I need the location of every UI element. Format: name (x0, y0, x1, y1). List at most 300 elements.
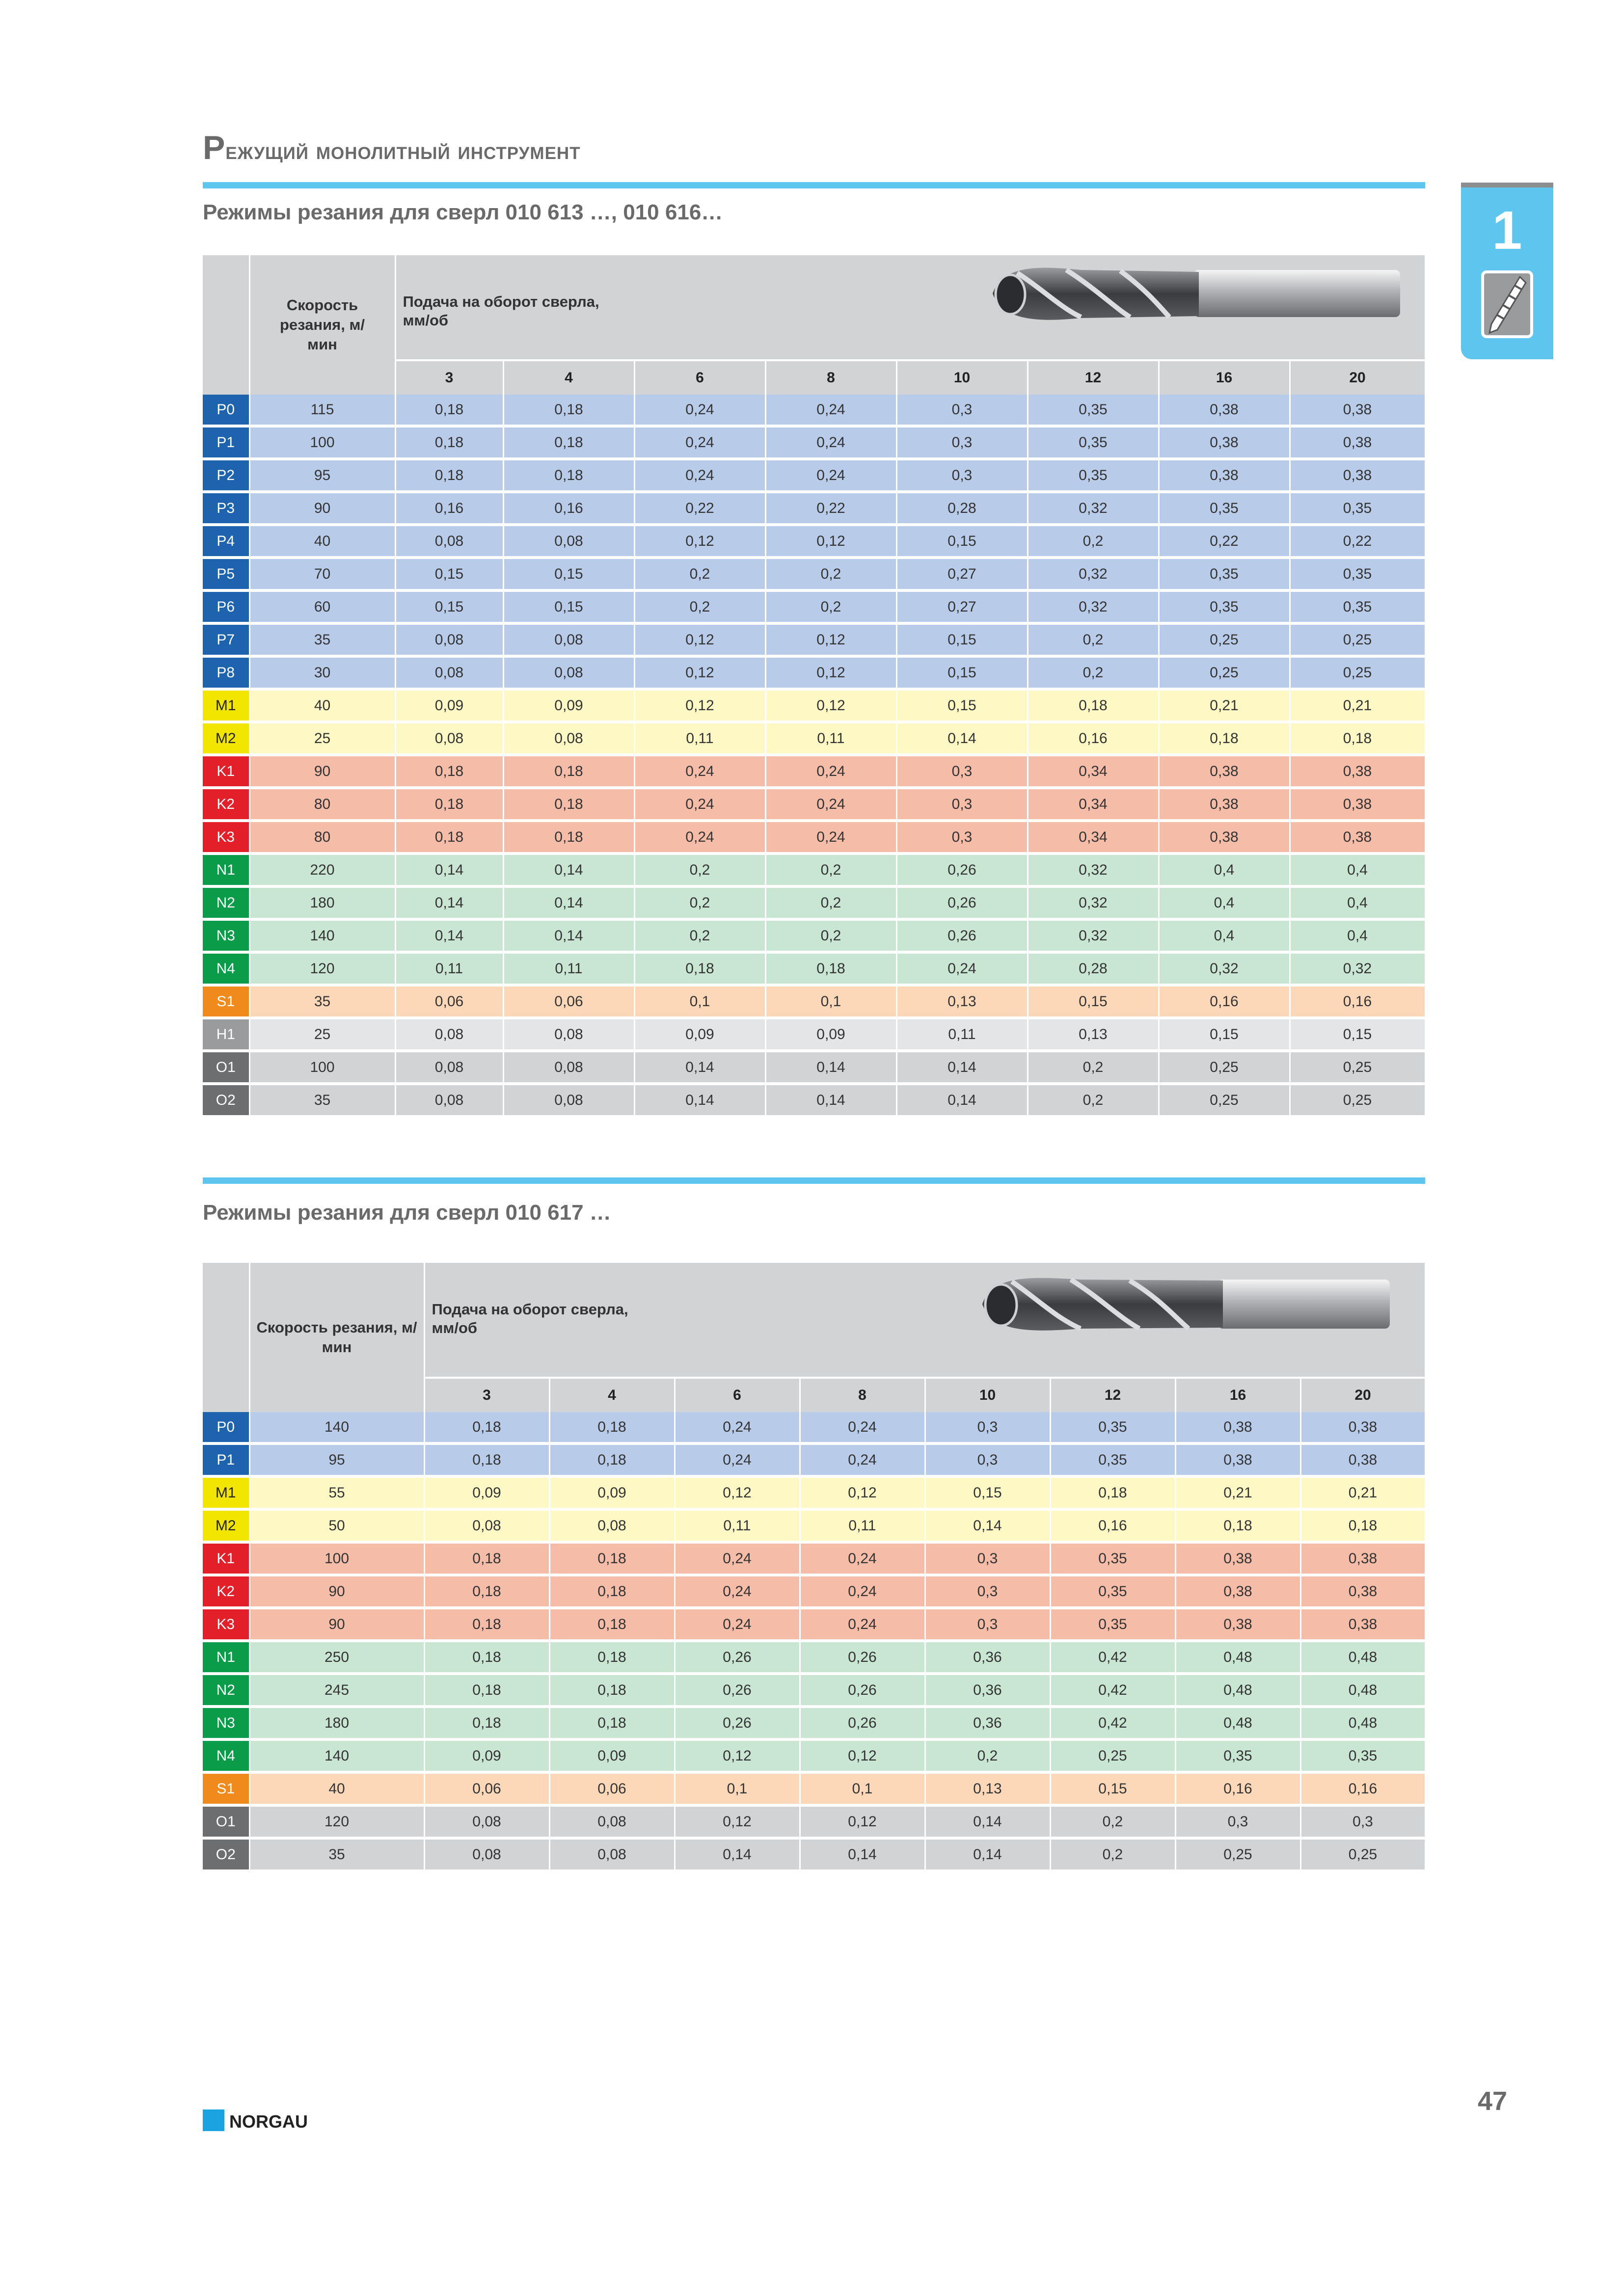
feed-cell: 0,14 (503, 886, 634, 919)
feed-cell: 0,18 (765, 952, 896, 985)
feed-cell: 0,24 (765, 821, 896, 854)
feed-cell: 0,15 (896, 623, 1028, 656)
feed-cell: 0,26 (896, 886, 1028, 919)
feed-cell: 0,12 (800, 1739, 925, 1772)
feed-cell: 0,35 (1050, 1542, 1175, 1575)
feed-cell: 0,32 (1028, 492, 1159, 525)
feed-cell: 0,15 (896, 525, 1028, 558)
feed-cell: 0,2 (634, 854, 765, 886)
feed-cell: 0,18 (1028, 689, 1159, 722)
material-code: P6 (203, 590, 249, 623)
feed-cell: 0,18 (549, 1707, 675, 1739)
table-row (203, 689, 1425, 722)
feed-cell: 0,08 (549, 1509, 675, 1542)
feed-cell: 0,12 (800, 1476, 925, 1509)
material-code: K3 (203, 821, 249, 854)
feed-cell: 0,18 (503, 755, 634, 788)
speed-cell: 30 (249, 656, 395, 689)
feed-cell: 0,26 (896, 919, 1028, 952)
drill-image (983, 259, 1405, 328)
feed-cell: 0,48 (1300, 1674, 1425, 1707)
feed-header: Подача на оборот сверла, мм/об (424, 1263, 1425, 1378)
speed-cell: 40 (249, 689, 395, 722)
speed-cell: 35 (249, 985, 395, 1018)
feed-cell: 0,2 (1028, 623, 1159, 656)
diameter-header: 8 (800, 1378, 925, 1412)
feed-cell: 0,24 (634, 788, 765, 821)
feed-cell: 0,24 (800, 1412, 925, 1443)
material-code: K3 (203, 1608, 249, 1641)
feed-cell: 0,32 (1159, 952, 1290, 985)
feed-cell: 0,21 (1175, 1476, 1300, 1509)
feed-cell: 0,38 (1159, 395, 1290, 426)
feed-cell: 0,2 (765, 854, 896, 886)
feed-cell: 0,35 (1159, 558, 1290, 590)
cutting-table-1 (203, 255, 1426, 1118)
feed-cell: 0,09 (395, 689, 503, 722)
material-code: N4 (203, 1739, 249, 1772)
feed-cell: 0,15 (1159, 1018, 1290, 1051)
feed-cell: 0,08 (503, 1051, 634, 1084)
feed-cell: 0,2 (765, 558, 896, 590)
speed-cell: 95 (249, 459, 395, 492)
feed-cell: 0,25 (1290, 623, 1425, 656)
feed-cell: 0,11 (765, 722, 896, 755)
feed-cell: 0,2 (1050, 1838, 1175, 1871)
feed-cell: 0,35 (1290, 492, 1425, 525)
speed-cell: 95 (249, 1443, 424, 1476)
feed-cell: 0,38 (1175, 1608, 1300, 1641)
feed-cell: 0,12 (634, 623, 765, 656)
feed-cell: 0,14 (800, 1838, 925, 1871)
feed-cell: 0,25 (1300, 1838, 1425, 1871)
feed-cell: 0,08 (395, 722, 503, 755)
feed-cell: 0,18 (424, 1608, 549, 1641)
diameter-header: 6 (634, 360, 765, 395)
diameter-header: 12 (1028, 360, 1159, 395)
feed-cell: 0,08 (424, 1805, 549, 1838)
material-code: N4 (203, 952, 249, 985)
feed-cell: 0,32 (1290, 952, 1425, 985)
material-code: P0 (203, 395, 249, 426)
table-row (203, 1805, 1425, 1838)
speed-cell: 100 (249, 1542, 424, 1575)
feed-cell: 0,36 (925, 1707, 1050, 1739)
table-row (203, 1443, 1425, 1476)
header-corner (203, 255, 249, 395)
feed-cell: 0,22 (1159, 525, 1290, 558)
feed-cell: 0,11 (800, 1509, 925, 1542)
feed-cell: 0,32 (1028, 886, 1159, 919)
feed-cell: 0,27 (896, 590, 1028, 623)
feed-cell: 0,38 (1290, 426, 1425, 459)
feed-cell: 0,2 (765, 919, 896, 952)
speed-cell: 80 (249, 788, 395, 821)
material-code: M1 (203, 689, 249, 722)
feed-cell: 0,38 (1300, 1443, 1425, 1476)
drill-image (973, 1267, 1395, 1340)
table-row (203, 755, 1425, 788)
feed-cell: 0,08 (503, 623, 634, 656)
feed-cell: 0,38 (1159, 426, 1290, 459)
feed-cell: 0,06 (424, 1772, 549, 1805)
material-code: K1 (203, 1542, 249, 1575)
table-row (203, 1838, 1425, 1871)
material-code: P1 (203, 1443, 249, 1476)
diameter-header: 10 (925, 1378, 1050, 1412)
speed-cell: 40 (249, 525, 395, 558)
feed-cell: 0,38 (1159, 755, 1290, 788)
speed-cell: 100 (249, 426, 395, 459)
feed-cell: 0,11 (395, 952, 503, 985)
feed-cell: 0,21 (1159, 689, 1290, 722)
feed-cell: 0,25 (1159, 1051, 1290, 1084)
feed-cell: 0,1 (765, 985, 896, 1018)
feed-cell: 0,14 (634, 1084, 765, 1117)
feed-cell: 0,35 (1028, 459, 1159, 492)
speed-cell: 90 (249, 492, 395, 525)
table-row (203, 426, 1425, 459)
feed-cell: 0,42 (1050, 1674, 1175, 1707)
feed-cell: 0,16 (1290, 985, 1425, 1018)
feed-cell: 0,25 (1050, 1739, 1175, 1772)
feed-cell: 0,24 (675, 1412, 800, 1443)
feed-cell: 0,08 (424, 1838, 549, 1871)
feed-cell: 0,3 (925, 1412, 1050, 1443)
feed-cell: 0,18 (424, 1575, 549, 1608)
feed-cell: 0,14 (765, 1051, 896, 1084)
feed-cell: 0,42 (1050, 1641, 1175, 1674)
material-code: O1 (203, 1805, 249, 1838)
table-row (203, 985, 1425, 1018)
feed-cell: 0,12 (634, 689, 765, 722)
speed-cell: 25 (249, 1018, 395, 1051)
feed-cell: 0,24 (675, 1443, 800, 1476)
feed-cell: 0,18 (424, 1641, 549, 1674)
feed-cell: 0,38 (1290, 459, 1425, 492)
feed-cell: 0,12 (800, 1805, 925, 1838)
feed-cell: 0,12 (634, 525, 765, 558)
feed-cell: 0,3 (1300, 1805, 1425, 1838)
feed-cell: 0,15 (395, 590, 503, 623)
feed-cell: 0,3 (925, 1575, 1050, 1608)
feed-cell: 0,3 (896, 459, 1028, 492)
table-row (203, 886, 1425, 919)
feed-cell: 0,08 (395, 1084, 503, 1117)
feed-cell: 0,38 (1290, 755, 1425, 788)
feed-cell: 0,14 (395, 854, 503, 886)
drill-icon (1481, 270, 1534, 339)
feed-cell: 0,38 (1159, 821, 1290, 854)
speed-cell: 120 (249, 1805, 424, 1838)
feed-cell: 0,3 (925, 1608, 1050, 1641)
feed-cell: 0,16 (503, 492, 634, 525)
feed-cell: 0,24 (800, 1608, 925, 1641)
feed-cell: 0,36 (925, 1674, 1050, 1707)
feed-cell: 0,25 (1159, 1084, 1290, 1117)
feed-cell: 0,18 (503, 395, 634, 426)
feed-cell: 0,34 (1028, 788, 1159, 821)
feed-cell: 0,24 (675, 1575, 800, 1608)
material-code: M2 (203, 1509, 249, 1542)
feed-cell: 0,2 (1028, 525, 1159, 558)
speed-cell: 25 (249, 722, 395, 755)
feed-cell: 0,15 (1290, 1018, 1425, 1051)
table-row (203, 788, 1425, 821)
table-row (203, 821, 1425, 854)
feed-cell: 0,15 (1028, 985, 1159, 1018)
feed-cell: 0,38 (1290, 821, 1425, 854)
feed-cell: 0,35 (1159, 590, 1290, 623)
feed-cell: 0,26 (800, 1674, 925, 1707)
feed-cell: 0,18 (395, 426, 503, 459)
table-row (203, 656, 1425, 689)
material-code: P5 (203, 558, 249, 590)
feed-cell: 0,34 (1028, 821, 1159, 854)
diameter-header: 3 (395, 360, 503, 395)
speed-cell: 60 (249, 590, 395, 623)
feed-cell: 0,38 (1175, 1542, 1300, 1575)
feed-cell: 0,18 (503, 821, 634, 854)
feed-cell: 0,11 (675, 1509, 800, 1542)
table-row (203, 395, 1425, 426)
table-row (203, 623, 1425, 656)
table-row (203, 1476, 1425, 1509)
feed-cell: 0,42 (1050, 1707, 1175, 1739)
feed-cell: 0,09 (424, 1476, 549, 1509)
feed-cell: 0,09 (549, 1476, 675, 1509)
feed-cell: 0,48 (1175, 1674, 1300, 1707)
material-code: N3 (203, 919, 249, 952)
feed-cell: 0,16 (1028, 722, 1159, 755)
feed-cell: 0,38 (1175, 1575, 1300, 1608)
feed-cell: 0,21 (1300, 1476, 1425, 1509)
table-row (203, 1018, 1425, 1051)
feed-cell: 0,14 (925, 1805, 1050, 1838)
header-rule (203, 182, 1425, 188)
feed-cell: 0,4 (1290, 919, 1425, 952)
feed-cell: 0,12 (765, 656, 896, 689)
feed-cell: 0,3 (896, 788, 1028, 821)
feed-cell: 0,08 (395, 1018, 503, 1051)
feed-cell: 0,38 (1175, 1412, 1300, 1443)
material-code: H1 (203, 1018, 249, 1051)
feed-cell: 0,35 (1290, 590, 1425, 623)
feed-cell: 0,15 (1050, 1772, 1175, 1805)
speed-cell: 140 (249, 1739, 424, 1772)
speed-cell: 100 (249, 1051, 395, 1084)
material-code: N1 (203, 854, 249, 886)
feed-cell: 0,08 (549, 1805, 675, 1838)
speed-cell: 90 (249, 1608, 424, 1641)
feed-cell: 0,24 (634, 426, 765, 459)
feed-cell: 0,48 (1175, 1707, 1300, 1739)
feed-cell: 0,18 (634, 952, 765, 985)
feed-cell: 0,2 (634, 886, 765, 919)
material-code: K2 (203, 788, 249, 821)
feed-cell: 0,24 (634, 459, 765, 492)
material-code: P3 (203, 492, 249, 525)
feed-cell: 0,24 (765, 459, 896, 492)
table-row (203, 1575, 1425, 1608)
table1-title: Режимы резания для сверл 010 613 …, 010 616… (203, 200, 723, 224)
feed-cell: 0,38 (1175, 1443, 1300, 1476)
feed-cell: 0,15 (503, 590, 634, 623)
feed-cell: 0,24 (765, 788, 896, 821)
speed-cell: 115 (249, 395, 395, 426)
diameter-header: 8 (765, 360, 896, 395)
feed-cell: 0,35 (1159, 492, 1290, 525)
feed-cell: 0,14 (896, 722, 1028, 755)
speed-cell: 55 (249, 1476, 424, 1509)
feed-cell: 0,24 (800, 1443, 925, 1476)
material-code: P1 (203, 426, 249, 459)
feed-cell: 0,3 (925, 1542, 1050, 1575)
feed-cell: 0,35 (1175, 1739, 1300, 1772)
speed-cell: 140 (249, 919, 395, 952)
logo-square (203, 2109, 224, 2131)
feed-cell: 0,3 (896, 821, 1028, 854)
feed-cell: 0,32 (1028, 919, 1159, 952)
feed-cell: 0,38 (1290, 788, 1425, 821)
feed-cell: 0,3 (925, 1443, 1050, 1476)
feed-cell: 0,18 (549, 1608, 675, 1641)
feed-cell: 0,2 (634, 919, 765, 952)
feed-cell: 0,35 (1050, 1608, 1175, 1641)
feed-cell: 0,21 (1290, 689, 1425, 722)
feed-cell: 0,18 (503, 426, 634, 459)
feed-cell: 0,15 (503, 558, 634, 590)
feed-cell: 0,25 (1290, 1084, 1425, 1117)
feed-cell: 0,12 (765, 525, 896, 558)
feed-cell: 0,35 (1028, 426, 1159, 459)
speed-cell: 120 (249, 952, 395, 985)
feed-cell: 0,18 (549, 1641, 675, 1674)
speed-cell: 90 (249, 1575, 424, 1608)
material-code: O1 (203, 1051, 249, 1084)
feed-cell: 0,28 (1028, 952, 1159, 985)
material-code: N1 (203, 1641, 249, 1674)
section2-rule (203, 1177, 1425, 1184)
feed-cell: 0,38 (1290, 395, 1425, 426)
speed-cell: 245 (249, 1674, 424, 1707)
feed-cell: 0,35 (1290, 558, 1425, 590)
feed-cell: 0,26 (896, 854, 1028, 886)
feed-cell: 0,22 (634, 492, 765, 525)
material-code: P8 (203, 656, 249, 689)
feed-cell: 0,11 (896, 1018, 1028, 1051)
feed-cell: 0,4 (1290, 886, 1425, 919)
feed-cell: 0,14 (675, 1838, 800, 1871)
feed-cell: 0,09 (765, 1018, 896, 1051)
material-code: P2 (203, 459, 249, 492)
material-code: N2 (203, 1674, 249, 1707)
material-code: P7 (203, 623, 249, 656)
feed-cell: 0,18 (424, 1412, 549, 1443)
page-title: Режущий монолитный инструмент (203, 129, 581, 166)
feed-cell: 0,3 (1175, 1805, 1300, 1838)
feed-cell: 0,13 (1028, 1018, 1159, 1051)
feed-cell: 0,38 (1159, 459, 1290, 492)
speed-cell: 250 (249, 1641, 424, 1674)
feed-cell: 0,16 (1175, 1772, 1300, 1805)
material-code: P4 (203, 525, 249, 558)
feed-cell: 0,16 (1159, 985, 1290, 1018)
feed-cell: 0,4 (1159, 886, 1290, 919)
feed-cell: 0,3 (896, 426, 1028, 459)
feed-cell: 0,14 (503, 919, 634, 952)
feed-cell: 0,25 (1175, 1838, 1300, 1871)
table-row (203, 854, 1425, 886)
speed-header: Скорость резания, м/мин (249, 1263, 424, 1412)
feed-cell: 0,09 (503, 689, 634, 722)
feed-cell: 0,2 (765, 590, 896, 623)
feed-cell: 0,26 (800, 1641, 925, 1674)
feed-cell: 0,16 (395, 492, 503, 525)
feed-cell: 0,15 (395, 558, 503, 590)
material-code: S1 (203, 985, 249, 1018)
table-row (203, 1707, 1425, 1739)
feed-cell: 0,08 (503, 1018, 634, 1051)
feed-cell: 0,08 (395, 656, 503, 689)
diameter-header: 6 (675, 1378, 800, 1412)
feed-cell: 0,09 (634, 1018, 765, 1051)
feed-cell: 0,14 (896, 1051, 1028, 1084)
feed-cell: 0,2 (634, 590, 765, 623)
material-code: K1 (203, 755, 249, 788)
feed-cell: 0,11 (503, 952, 634, 985)
feed-cell: 0,24 (765, 426, 896, 459)
feed-cell: 0,38 (1300, 1412, 1425, 1443)
feed-cell: 0,16 (1050, 1509, 1175, 1542)
feed-cell: 0,18 (424, 1674, 549, 1707)
speed-header: Скорость резания, м/мин (249, 255, 395, 395)
feed-cell: 0,35 (1028, 395, 1159, 426)
cutting-table-2 (203, 1263, 1426, 1872)
feed-cell: 0,08 (395, 623, 503, 656)
feed-cell: 0,1 (634, 985, 765, 1018)
feed-cell: 0,18 (1050, 1476, 1175, 1509)
feed-cell: 0,18 (549, 1412, 675, 1443)
feed-cell: 0,18 (503, 459, 634, 492)
feed-cell: 0,16 (1300, 1772, 1425, 1805)
feed-cell: 0,34 (1028, 755, 1159, 788)
feed-cell: 0,14 (765, 1084, 896, 1117)
page-number: 47 (1478, 2086, 1508, 2116)
brand-name: NORGAU (229, 2111, 308, 2132)
table-row (203, 919, 1425, 952)
feed-cell: 0,08 (395, 1051, 503, 1084)
feed-cell: 0,08 (503, 656, 634, 689)
feed-cell: 0,18 (395, 788, 503, 821)
feed-cell: 0,18 (549, 1575, 675, 1608)
feed-cell: 0,14 (896, 1084, 1028, 1117)
chapter-tab[interactable] (1461, 183, 1553, 359)
speed-cell: 40 (249, 1772, 424, 1805)
speed-cell: 35 (249, 1084, 395, 1117)
table2-title: Режимы резания для сверл 010 617 … (203, 1201, 611, 1225)
feed-cell: 0,25 (1159, 623, 1290, 656)
feed-cell: 0,22 (765, 492, 896, 525)
feed-cell: 0,08 (395, 525, 503, 558)
feed-cell: 0,24 (634, 755, 765, 788)
feed-cell: 0,08 (503, 722, 634, 755)
feed-cell: 0,48 (1300, 1707, 1425, 1739)
table-row (203, 722, 1425, 755)
table-row (203, 1739, 1425, 1772)
feed-cell: 0,38 (1300, 1575, 1425, 1608)
feed-cell: 0,12 (765, 689, 896, 722)
